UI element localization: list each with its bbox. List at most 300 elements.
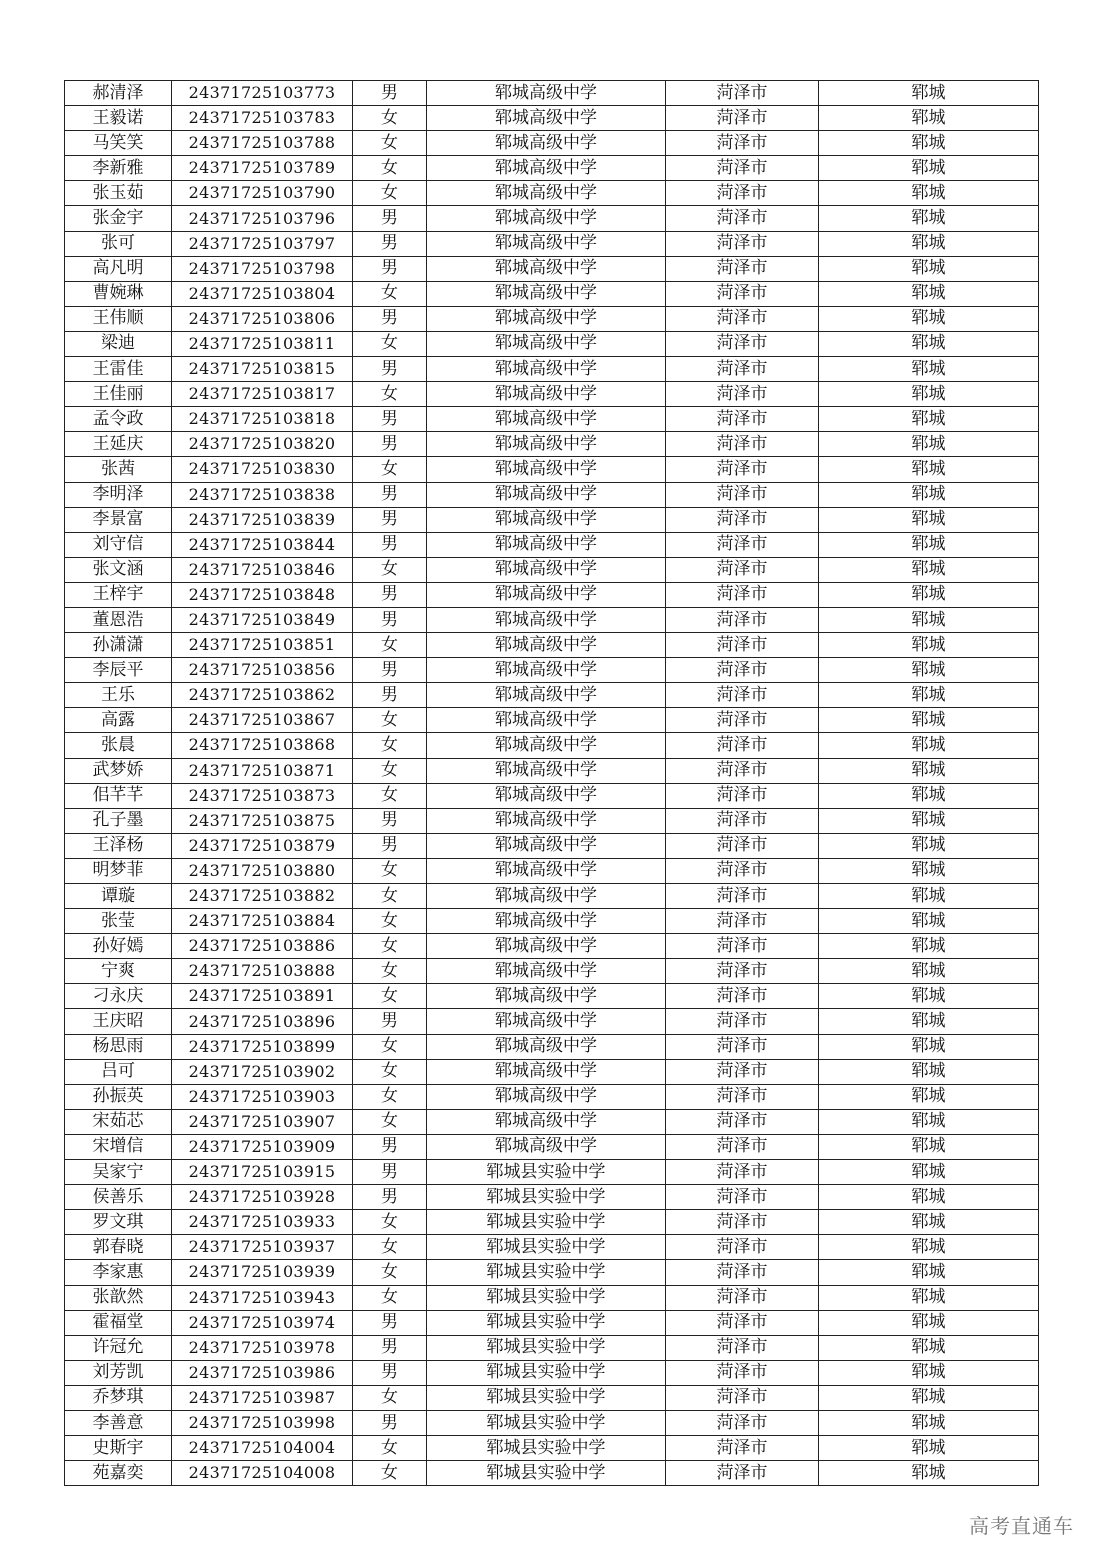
student-name-cell: 张金宇 xyxy=(65,206,172,231)
gender-cell: 女 xyxy=(353,1285,427,1310)
city-cell: 菏泽市 xyxy=(666,482,819,507)
school-cell: 郓城县实验中学 xyxy=(427,1185,666,1210)
county-cell: 郓城 xyxy=(819,884,1039,909)
exam-number-cell: 24371725103873 xyxy=(172,783,353,808)
student-name-cell: 王毅诺 xyxy=(65,106,172,131)
city-cell: 菏泽市 xyxy=(666,206,819,231)
gender-cell: 男 xyxy=(353,432,427,457)
exam-number-cell: 24371725104008 xyxy=(172,1461,353,1486)
city-cell: 菏泽市 xyxy=(666,607,819,632)
county-cell: 郓城 xyxy=(819,131,1039,156)
county-cell: 郓城 xyxy=(819,858,1039,883)
city-cell: 菏泽市 xyxy=(666,884,819,909)
county-cell: 郓城 xyxy=(819,1461,1039,1486)
exam-number-cell: 24371725104004 xyxy=(172,1436,353,1461)
county-cell: 郓城 xyxy=(819,1109,1039,1134)
table-row xyxy=(65,1235,1039,1260)
exam-number-cell: 24371725103875 xyxy=(172,808,353,833)
city-cell: 菏泽市 xyxy=(666,934,819,959)
watermark: 高考直通车 xyxy=(969,1514,1074,1538)
student-name-cell: 许冠允 xyxy=(65,1335,172,1360)
gender-cell: 女 xyxy=(353,1385,427,1410)
city-cell: 菏泽市 xyxy=(666,1210,819,1235)
student-name-cell: 吴家宁 xyxy=(65,1160,172,1185)
gender-cell: 女 xyxy=(353,1059,427,1084)
school-cell: 郓城县实验中学 xyxy=(427,1260,666,1285)
city-cell: 菏泽市 xyxy=(666,582,819,607)
gender-cell: 女 xyxy=(353,959,427,984)
school-cell: 郓城县实验中学 xyxy=(427,1410,666,1435)
county-cell: 郓城 xyxy=(819,181,1039,206)
county-cell: 郓城 xyxy=(819,306,1039,331)
city-cell: 菏泽市 xyxy=(666,457,819,482)
county-cell: 郓城 xyxy=(819,658,1039,683)
gender-cell: 男 xyxy=(353,658,427,683)
gender-cell: 男 xyxy=(353,1185,427,1210)
exam-number-cell: 24371725103773 xyxy=(172,81,353,106)
table-row xyxy=(65,532,1039,557)
city-cell: 菏泽市 xyxy=(666,156,819,181)
city-cell: 菏泽市 xyxy=(666,1134,819,1159)
gender-cell: 女 xyxy=(353,156,427,181)
student-name-cell: 宋茹芯 xyxy=(65,1109,172,1134)
gender-cell: 女 xyxy=(353,1109,427,1134)
table-row xyxy=(65,1461,1039,1486)
exam-number-cell: 24371725103933 xyxy=(172,1210,353,1235)
table-row xyxy=(65,833,1039,858)
city-cell: 菏泽市 xyxy=(666,758,819,783)
city-cell: 菏泽市 xyxy=(666,1335,819,1360)
exam-number-cell: 24371725103846 xyxy=(172,557,353,582)
exam-number-cell: 24371725103891 xyxy=(172,984,353,1009)
student-name-cell: 明梦菲 xyxy=(65,858,172,883)
gender-cell: 女 xyxy=(353,758,427,783)
table-row xyxy=(65,156,1039,181)
gender-cell: 女 xyxy=(353,633,427,658)
gender-cell: 女 xyxy=(353,331,427,356)
exam-number-cell: 24371725103838 xyxy=(172,482,353,507)
school-cell: 郓城高级中学 xyxy=(427,306,666,331)
table-row xyxy=(65,582,1039,607)
table-row xyxy=(65,658,1039,683)
city-cell: 菏泽市 xyxy=(666,1410,819,1435)
school-cell: 郓城高级中学 xyxy=(427,733,666,758)
table-row xyxy=(65,1260,1039,1285)
exam-number-cell: 24371725103888 xyxy=(172,959,353,984)
school-cell: 郓城高级中学 xyxy=(427,1109,666,1134)
table-row xyxy=(65,1059,1039,1084)
gender-cell: 男 xyxy=(353,231,427,256)
county-cell: 郓城 xyxy=(819,1410,1039,1435)
exam-number-cell: 24371725103880 xyxy=(172,858,353,883)
county-cell: 郓城 xyxy=(819,1009,1039,1034)
table-row xyxy=(65,357,1039,382)
student-name-cell: 佀芊芊 xyxy=(65,783,172,808)
table-row xyxy=(65,432,1039,457)
school-cell: 郓城高级中学 xyxy=(427,884,666,909)
exam-number-cell: 24371725103882 xyxy=(172,884,353,909)
table-row xyxy=(65,909,1039,934)
student-name-cell: 罗文琪 xyxy=(65,1210,172,1235)
exam-number-cell: 24371725103796 xyxy=(172,206,353,231)
gender-cell: 男 xyxy=(353,1310,427,1335)
city-cell: 菏泽市 xyxy=(666,1185,819,1210)
student-name-cell: 王伟顺 xyxy=(65,306,172,331)
student-name-cell: 马笑笑 xyxy=(65,131,172,156)
city-cell: 菏泽市 xyxy=(666,1034,819,1059)
county-cell: 郓城 xyxy=(819,1436,1039,1461)
table-row xyxy=(65,1310,1039,1335)
city-cell: 菏泽市 xyxy=(666,256,819,281)
county-cell: 郓城 xyxy=(819,1134,1039,1159)
exam-number-cell: 24371725103867 xyxy=(172,708,353,733)
school-cell: 郓城高级中学 xyxy=(427,658,666,683)
school-cell: 郓城县实验中学 xyxy=(427,1436,666,1461)
student-name-cell: 李新雅 xyxy=(65,156,172,181)
city-cell: 菏泽市 xyxy=(666,959,819,984)
table-row xyxy=(65,457,1039,482)
exam-number-cell: 24371725103868 xyxy=(172,733,353,758)
table-row xyxy=(65,733,1039,758)
student-name-cell: 王乐 xyxy=(65,683,172,708)
table-row xyxy=(65,256,1039,281)
school-cell: 郓城高级中学 xyxy=(427,131,666,156)
county-cell: 郓城 xyxy=(819,934,1039,959)
gender-cell: 男 xyxy=(353,1335,427,1360)
city-cell: 菏泽市 xyxy=(666,633,819,658)
gender-cell: 女 xyxy=(353,106,427,131)
gender-cell: 女 xyxy=(353,934,427,959)
city-cell: 菏泽市 xyxy=(666,407,819,432)
city-cell: 菏泽市 xyxy=(666,306,819,331)
city-cell: 菏泽市 xyxy=(666,1310,819,1335)
student-name-cell: 张茜 xyxy=(65,457,172,482)
table-row xyxy=(65,1210,1039,1235)
county-cell: 郓城 xyxy=(819,1160,1039,1185)
exam-number-cell: 24371725103871 xyxy=(172,758,353,783)
table-row xyxy=(65,231,1039,256)
gender-cell: 男 xyxy=(353,808,427,833)
school-cell: 郓城高级中学 xyxy=(427,557,666,582)
gender-cell: 女 xyxy=(353,984,427,1009)
school-cell: 郓城高级中学 xyxy=(427,331,666,356)
school-cell: 郓城高级中学 xyxy=(427,457,666,482)
table-row xyxy=(65,858,1039,883)
exam-number-cell: 24371725103896 xyxy=(172,1009,353,1034)
gender-cell: 男 xyxy=(353,482,427,507)
county-cell: 郓城 xyxy=(819,206,1039,231)
school-cell: 郓城高级中学 xyxy=(427,81,666,106)
city-cell: 菏泽市 xyxy=(666,1059,819,1084)
gender-cell: 女 xyxy=(353,1084,427,1109)
gender-cell: 女 xyxy=(353,181,427,206)
table-row xyxy=(65,1034,1039,1059)
student-name-cell: 孙振英 xyxy=(65,1084,172,1109)
table-row xyxy=(65,1134,1039,1159)
gender-cell: 男 xyxy=(353,1134,427,1159)
exam-number-cell: 24371725103844 xyxy=(172,532,353,557)
city-cell: 菏泽市 xyxy=(666,1009,819,1034)
city-cell: 菏泽市 xyxy=(666,1461,819,1486)
exam-number-cell: 24371725103815 xyxy=(172,357,353,382)
gender-cell: 女 xyxy=(353,1210,427,1235)
county-cell: 郓城 xyxy=(819,1084,1039,1109)
exam-number-cell: 24371725103820 xyxy=(172,432,353,457)
table-row xyxy=(65,1335,1039,1360)
exam-number-cell: 24371725103839 xyxy=(172,507,353,532)
county-cell: 郓城 xyxy=(819,909,1039,934)
student-name-cell: 乔梦琪 xyxy=(65,1385,172,1410)
exam-number-cell: 24371725103798 xyxy=(172,256,353,281)
exam-number-cell: 24371725103790 xyxy=(172,181,353,206)
school-cell: 郓城高级中学 xyxy=(427,984,666,1009)
exam-number-cell: 24371725103862 xyxy=(172,683,353,708)
table-row xyxy=(65,1385,1039,1410)
table-row xyxy=(65,783,1039,808)
exam-number-cell: 24371725103902 xyxy=(172,1059,353,1084)
school-cell: 郓城县实验中学 xyxy=(427,1360,666,1385)
student-name-cell: 宋增信 xyxy=(65,1134,172,1159)
city-cell: 菏泽市 xyxy=(666,984,819,1009)
city-cell: 菏泽市 xyxy=(666,858,819,883)
city-cell: 菏泽市 xyxy=(666,1084,819,1109)
student-name-cell: 刘芳凯 xyxy=(65,1360,172,1385)
city-cell: 菏泽市 xyxy=(666,1160,819,1185)
exam-number-cell: 24371725103789 xyxy=(172,156,353,181)
table-row xyxy=(65,808,1039,833)
table-row xyxy=(65,507,1039,532)
exam-number-cell: 24371725103851 xyxy=(172,633,353,658)
gender-cell: 男 xyxy=(353,256,427,281)
exam-number-cell: 24371725103998 xyxy=(172,1410,353,1435)
exam-number-cell: 24371725103804 xyxy=(172,281,353,306)
city-cell: 菏泽市 xyxy=(666,833,819,858)
exam-number-cell: 24371725103849 xyxy=(172,607,353,632)
county-cell: 郓城 xyxy=(819,1285,1039,1310)
table-row xyxy=(65,1436,1039,1461)
student-name-cell: 王佳丽 xyxy=(65,382,172,407)
student-name-cell: 李明泽 xyxy=(65,482,172,507)
city-cell: 菏泽市 xyxy=(666,1260,819,1285)
city-cell: 菏泽市 xyxy=(666,432,819,457)
school-cell: 郓城高级中学 xyxy=(427,858,666,883)
exam-number-cell: 24371725103907 xyxy=(172,1109,353,1134)
school-cell: 郓城高级中学 xyxy=(427,281,666,306)
county-cell: 郓城 xyxy=(819,407,1039,432)
school-cell: 郓城高级中学 xyxy=(427,708,666,733)
county-cell: 郓城 xyxy=(819,833,1039,858)
school-cell: 郓城高级中学 xyxy=(427,482,666,507)
county-cell: 郓城 xyxy=(819,1335,1039,1360)
school-cell: 郓城高级中学 xyxy=(427,256,666,281)
gender-cell: 男 xyxy=(353,607,427,632)
city-cell: 菏泽市 xyxy=(666,331,819,356)
school-cell: 郓城高级中学 xyxy=(427,808,666,833)
school-cell: 郓城高级中学 xyxy=(427,432,666,457)
student-name-cell: 侯善乐 xyxy=(65,1185,172,1210)
student-name-cell: 杨思雨 xyxy=(65,1034,172,1059)
exam-number-cell: 24371725103986 xyxy=(172,1360,353,1385)
school-cell: 郓城高级中学 xyxy=(427,106,666,131)
county-cell: 郓城 xyxy=(819,607,1039,632)
gender-cell: 男 xyxy=(353,407,427,432)
exam-number-cell: 24371725103879 xyxy=(172,833,353,858)
county-cell: 郓城 xyxy=(819,959,1039,984)
gender-cell: 男 xyxy=(353,206,427,231)
gender-cell: 女 xyxy=(353,457,427,482)
student-name-cell: 宁爽 xyxy=(65,959,172,984)
school-cell: 郓城高级中学 xyxy=(427,1059,666,1084)
city-cell: 菏泽市 xyxy=(666,683,819,708)
student-name-cell: 张歆然 xyxy=(65,1285,172,1310)
school-cell: 郓城县实验中学 xyxy=(427,1210,666,1235)
school-cell: 郓城高级中学 xyxy=(427,683,666,708)
county-cell: 郓城 xyxy=(819,758,1039,783)
table-row xyxy=(65,181,1039,206)
city-cell: 菏泽市 xyxy=(666,281,819,306)
exam-number-cell: 24371725103974 xyxy=(172,1310,353,1335)
exam-number-cell: 24371725103811 xyxy=(172,331,353,356)
city-cell: 菏泽市 xyxy=(666,1360,819,1385)
student-name-cell: 梁迪 xyxy=(65,331,172,356)
table-row xyxy=(65,1160,1039,1185)
school-cell: 郓城高级中学 xyxy=(427,1009,666,1034)
gender-cell: 男 xyxy=(353,357,427,382)
city-cell: 菏泽市 xyxy=(666,507,819,532)
city-cell: 菏泽市 xyxy=(666,1285,819,1310)
student-name-cell: 李家惠 xyxy=(65,1260,172,1285)
school-cell: 郓城高级中学 xyxy=(427,633,666,658)
student-name-cell: 张文涵 xyxy=(65,557,172,582)
exam-number-cell: 24371725103928 xyxy=(172,1185,353,1210)
county-cell: 郓城 xyxy=(819,733,1039,758)
city-cell: 菏泽市 xyxy=(666,106,819,131)
gender-cell: 男 xyxy=(353,1009,427,1034)
gender-cell: 男 xyxy=(353,1360,427,1385)
city-cell: 菏泽市 xyxy=(666,1109,819,1134)
table-row xyxy=(65,683,1039,708)
county-cell: 郓城 xyxy=(819,532,1039,557)
exam-number-cell: 24371725103909 xyxy=(172,1134,353,1159)
county-cell: 郓城 xyxy=(819,1260,1039,1285)
school-cell: 郓城高级中学 xyxy=(427,758,666,783)
student-name-cell: 董恩浩 xyxy=(65,607,172,632)
county-cell: 郓城 xyxy=(819,382,1039,407)
school-cell: 郓城高级中学 xyxy=(427,407,666,432)
student-name-cell: 郭春晓 xyxy=(65,1235,172,1260)
student-name-cell: 李善意 xyxy=(65,1410,172,1435)
table-row xyxy=(65,1185,1039,1210)
county-cell: 郓城 xyxy=(819,1360,1039,1385)
table-row xyxy=(65,984,1039,1009)
county-cell: 郓城 xyxy=(819,1385,1039,1410)
school-cell: 郓城高级中学 xyxy=(427,507,666,532)
student-name-cell: 孔子墨 xyxy=(65,808,172,833)
table-row xyxy=(65,331,1039,356)
county-cell: 郓城 xyxy=(819,557,1039,582)
student-name-cell: 李景富 xyxy=(65,507,172,532)
student-name-cell: 武梦娇 xyxy=(65,758,172,783)
exam-number-cell: 24371725103978 xyxy=(172,1335,353,1360)
city-cell: 菏泽市 xyxy=(666,131,819,156)
student-name-cell: 王雷佳 xyxy=(65,357,172,382)
school-cell: 郓城高级中学 xyxy=(427,909,666,934)
table-row xyxy=(65,934,1039,959)
exam-number-cell: 24371725103937 xyxy=(172,1235,353,1260)
city-cell: 菏泽市 xyxy=(666,708,819,733)
gender-cell: 女 xyxy=(353,1235,427,1260)
student-name-cell: 高露 xyxy=(65,708,172,733)
table-row xyxy=(65,1084,1039,1109)
city-cell: 菏泽市 xyxy=(666,81,819,106)
student-name-cell: 张玉茹 xyxy=(65,181,172,206)
school-cell: 郓城县实验中学 xyxy=(427,1335,666,1360)
table-row xyxy=(65,131,1039,156)
city-cell: 菏泽市 xyxy=(666,181,819,206)
student-roster-table xyxy=(64,80,1039,1486)
table-row xyxy=(65,607,1039,632)
student-name-cell: 苑嘉奕 xyxy=(65,1461,172,1486)
county-cell: 郓城 xyxy=(819,1034,1039,1059)
county-cell: 郓城 xyxy=(819,357,1039,382)
city-cell: 菏泽市 xyxy=(666,532,819,557)
student-name-cell: 孟令政 xyxy=(65,407,172,432)
table-row xyxy=(65,758,1039,783)
gender-cell: 女 xyxy=(353,884,427,909)
exam-number-cell: 24371725103856 xyxy=(172,658,353,683)
school-cell: 郓城高级中学 xyxy=(427,959,666,984)
table-row xyxy=(65,81,1039,106)
school-cell: 郓城高级中学 xyxy=(427,833,666,858)
student-name-cell: 刁永庆 xyxy=(65,984,172,1009)
school-cell: 郓城县实验中学 xyxy=(427,1385,666,1410)
student-name-cell: 谭璇 xyxy=(65,884,172,909)
county-cell: 郓城 xyxy=(819,1185,1039,1210)
city-cell: 菏泽市 xyxy=(666,1235,819,1260)
student-name-cell: 李辰平 xyxy=(65,658,172,683)
student-name-cell: 王延庆 xyxy=(65,432,172,457)
exam-number-cell: 24371725103939 xyxy=(172,1260,353,1285)
school-cell: 郓城高级中学 xyxy=(427,1134,666,1159)
school-cell: 郓城高级中学 xyxy=(427,934,666,959)
county-cell: 郓城 xyxy=(819,281,1039,306)
student-name-cell: 吕可 xyxy=(65,1059,172,1084)
county-cell: 郓城 xyxy=(819,231,1039,256)
table-row xyxy=(65,1410,1039,1435)
student-name-cell: 曹婉琳 xyxy=(65,281,172,306)
table-row xyxy=(65,382,1039,407)
county-cell: 郓城 xyxy=(819,708,1039,733)
county-cell: 郓城 xyxy=(819,783,1039,808)
table-row xyxy=(65,306,1039,331)
school-cell: 郓城高级中学 xyxy=(427,582,666,607)
school-cell: 郓城高级中学 xyxy=(427,607,666,632)
school-cell: 郓城高级中学 xyxy=(427,532,666,557)
student-name-cell: 刘守信 xyxy=(65,532,172,557)
city-cell: 菏泽市 xyxy=(666,1385,819,1410)
gender-cell: 男 xyxy=(353,1410,427,1435)
table-row xyxy=(65,1285,1039,1310)
gender-cell: 女 xyxy=(353,708,427,733)
student-name-cell: 高凡明 xyxy=(65,256,172,281)
gender-cell: 男 xyxy=(353,81,427,106)
county-cell: 郓城 xyxy=(819,1310,1039,1335)
gender-cell: 男 xyxy=(353,306,427,331)
school-cell: 郓城高级中学 xyxy=(427,181,666,206)
county-cell: 郓城 xyxy=(819,81,1039,106)
school-cell: 郓城县实验中学 xyxy=(427,1160,666,1185)
exam-number-cell: 24371725103806 xyxy=(172,306,353,331)
